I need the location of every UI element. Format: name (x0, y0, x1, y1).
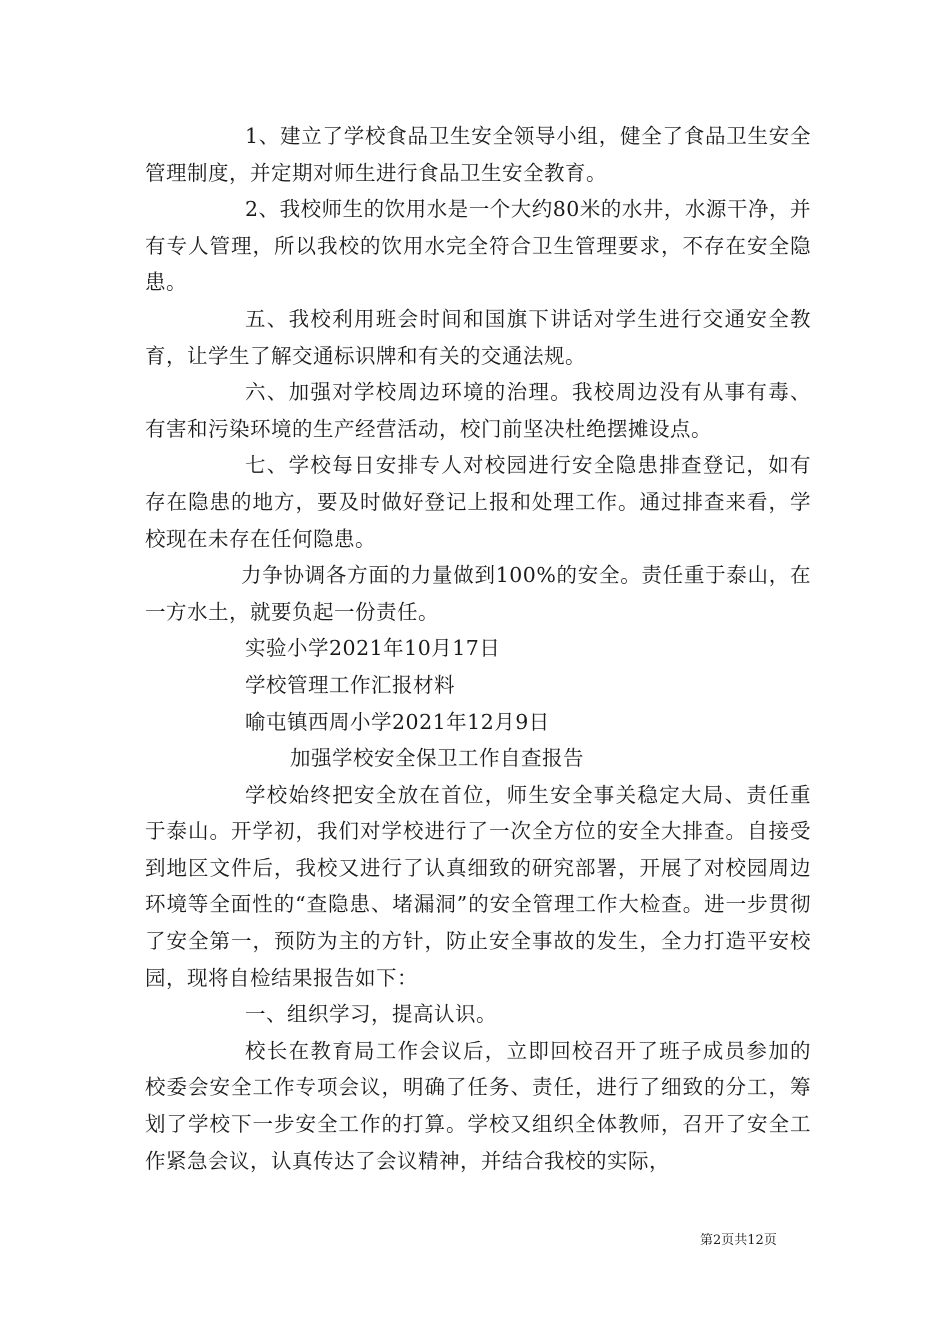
document-body (145, 118, 811, 1179)
signature-school-date-2: 喻屯镇西周小学2021年12月9日 (245, 709, 550, 734)
paragraph-environment: 六、加强对学校周边环境的治理。我校周边没有从事有毒、有害和污染环境的生产经营活动，校门前坚决杜绝摆摊设点。 (145, 380, 811, 441)
report-title: 加强学校安全保卫工作自查报告 (290, 746, 584, 771)
paragraph-drinking-water: 2、我校师生的饮用水是一个大约80米的水井，水源干净，并有专人管理，所以我校的饮用水完全符合卫生管理要求，不存在安全隐患。 (145, 197, 811, 295)
paragraph-food-safety: 1、建立了学校食品卫生安全领导小组，健全了食品卫生安全管理制度，并定期对师生进行食品卫生安全教育。 (145, 124, 811, 185)
page-number: 第2页共12页 (700, 1233, 777, 1248)
paragraph-intro: 学校始终把安全放在首位，师生安全事关稳定大局、责任重于泰山。开学初，我们对学校进行了一次全方位的安全大排查。自接受到地区文件后，我校又进行了认真细致的研究部署，开展了对校园周边环境等全面性的“查隐患、堵漏洞”的安全管理工作大检查。进一步贯彻了安全第一，预防为主的方针，防止安全事故的发生，全力打造平安校园，现将自检结果报告如下： (145, 782, 811, 990)
report-subtitle: 学校管理工作汇报材料 (245, 672, 455, 697)
paragraph-principal-meeting: 校长在教育局工作会议后，立即回校召开了班子成员参加的校委会安全工作专项会议，明确了任务、责任，进行了细致的分工，筹划了学校下一步安全工作的打算。学校又组织全体教师，召开了安全工作紧急会议，认真传达了会议精神，并结合我校的实际， (145, 1038, 811, 1173)
section-heading-organize-study: 一、组织学习，提高认识。 (245, 1002, 497, 1027)
signature-school-date: 实验小学2021年10月17日 (245, 636, 501, 661)
paragraph-inspection: 七、学校每日安排专人对校园进行安全隐患排查登记，如有存在隐患的地方，要及时做好登记上报和处理工作。通过排查来看，学校现在未存在任何隐患。 (145, 453, 811, 551)
paragraph-traffic-safety: 五、我校利用班会时间和国旗下讲话对学生进行交通安全教育，让学生了解交通标识牌和有关的交通法规。 (145, 306, 811, 368)
paragraph-responsibility: 力争协调各方面的力量做到100%的安全。责任重于泰山，在一方水土，就要负起一份责任。 (145, 563, 811, 624)
